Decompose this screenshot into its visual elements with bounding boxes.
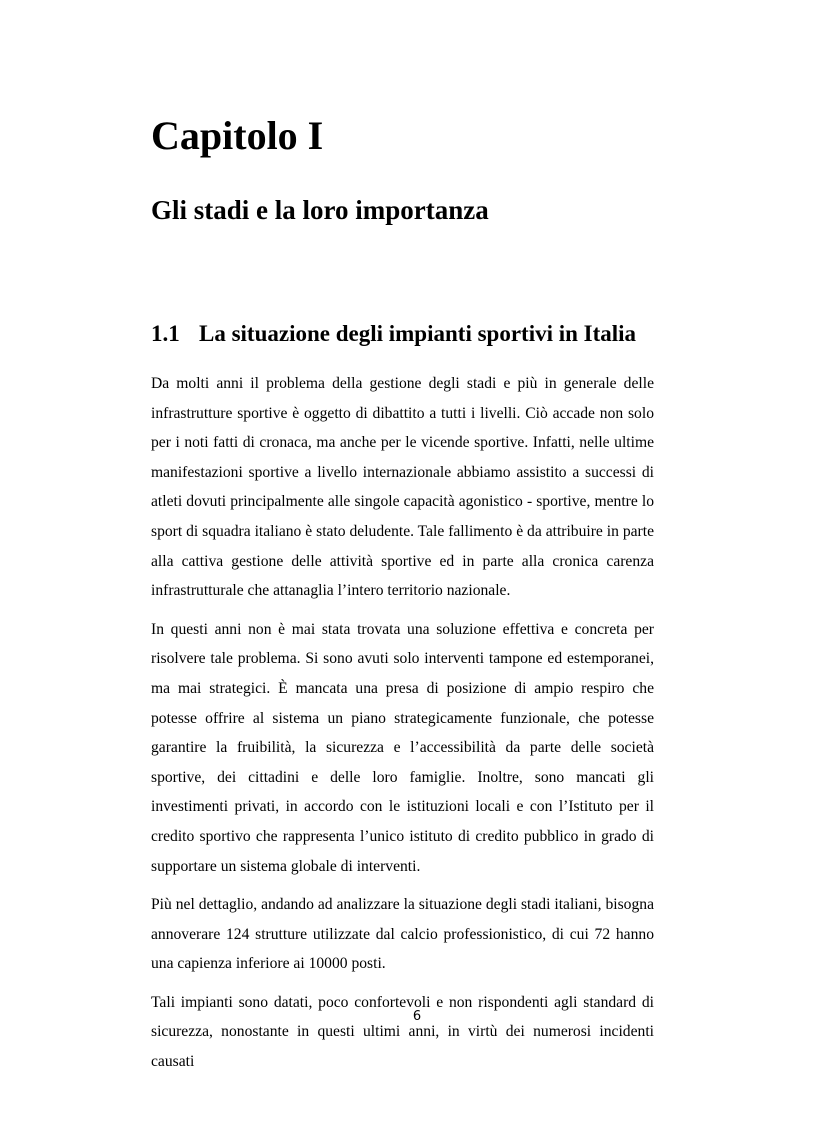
body-text [151,369,654,1071]
paragraph: Più nel dettaglio, andando ad analizzare la situazione degli stadi italiani, bisogna annoverare 124 strutture utilizzate dal calcio professionistico, di cui 72 hanno una capienza inferiore ai 10000 posti. [151,896,654,973]
chapter-title: Gli stadi e la loro importanza [151,195,489,225]
section-title: La situazione degli impianti sportivi in Italia [199,321,637,346]
paragraph: Da molti anni il problema della gestione degli stadi e più in generale delle infrastrutture sportive è oggetto di dibattito a tutti i livelli. Ciò accade non solo per i noti fatti di cronaca, ma anche per le vicende sportive. Infatti, nelle ultime manifestazioni sportive a livello internazionale abbiamo assistito a successi di atleti dovuti principalmente alle singole capacità agonistico - sportive, mentre lo sport di squadra italiano è stato deludente. Tale fallimento è da attribuire in parte alla cattiva gestione delle attività sportive ed in parte alla cronica carenza infrastrutturale che attanaglia l’intero territorio nazionale. [151,375,654,600]
page-number: 6 [412,1009,422,1024]
section-heading [151,318,636,350]
section-number: 1.1 [151,321,180,346]
paragraph: Tali impianti sono datati, poco confortevoli e non rispondenti agli standard di sicurezza, nonostante in questi ultimi anni, in virtù dei numerosi incidenti causati [151,993,654,1071]
paragraph: In questi anni non è mai stata trovata una soluzione effettiva e concreta per risolvere tale problema. Si sono avuti solo interventi tampone ed estemporanei, ma mai strategici. È mancata una presa di posizione di ampio respiro che potesse offrire al sistema un piano strategicamente funzionale, che potesse garantire la fruibilità, la sicurezza e l’accessibilità da parte delle società sportive, dei cittadini e delle loro famiglie. Inoltre, sono mancati gli investimenti privati, in accordo con le istituzioni locali e con l’Istituto per il credito sportivo che rappresenta l’unico istituto di credito pubblico in grado di supportare un sistema globale di interventi. [151,620,654,875]
chapter-label: Capitolo I [151,113,324,158]
